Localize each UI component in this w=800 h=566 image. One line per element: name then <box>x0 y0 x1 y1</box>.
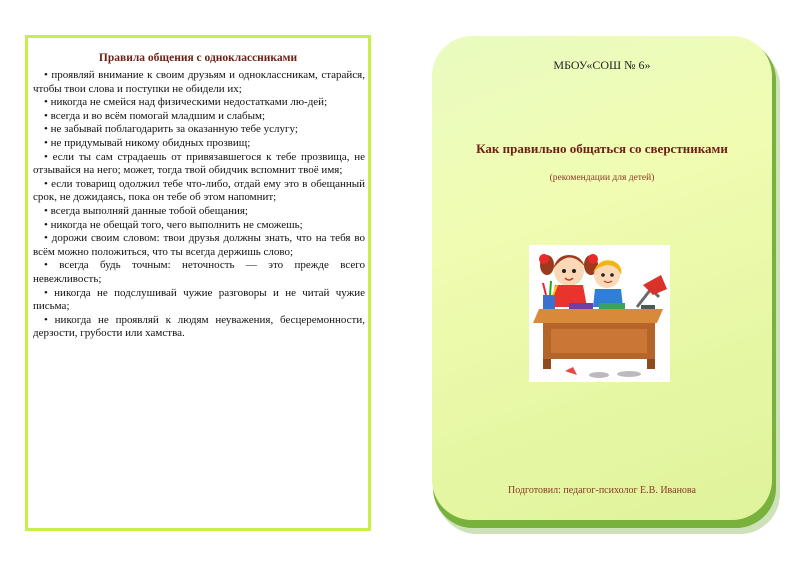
bullet-icon: • <box>44 96 51 109</box>
rule-item <box>33 232 365 259</box>
bullet-icon: • <box>44 136 51 149</box>
bullet-icon: • <box>44 218 51 231</box>
rule-text: никогда не подслушивай чужие разговоры и не читай чужие письма; <box>33 286 365 313</box>
rule-item <box>33 96 365 110</box>
bullet-icon: • <box>44 109 51 122</box>
bullet-icon: • <box>44 150 53 163</box>
rule-text: никогда не проявляй к людям неуважения, бесцеремонности, дерзости, грубости или хамства. <box>33 313 365 340</box>
rules-list <box>33 69 365 341</box>
illustration-svg <box>529 245 670 382</box>
bullet-icon: • <box>44 69 52 81</box>
rule-text: никогда не смейся над физическими недостатками лю-дей; <box>50 96 328 109</box>
rule-item <box>33 137 365 151</box>
children-at-desk-illustration <box>529 245 670 382</box>
cover-title: Как правильно общаться со сверстниками <box>476 141 728 156</box>
rule-text: не придумывай никому обидных прозвищ; <box>50 136 251 149</box>
rule-item <box>33 123 365 137</box>
rule-text: если товарищ одолжил тебе что-либо, отдай ему это в обещанный срок, не дожидаясь, пока он тебе об этом напомнит; <box>33 177 365 204</box>
rule-text: всегда и во всём помогай младшим и слабым; <box>50 109 266 122</box>
rule-text: дорожи своим словом: твои друзья должны знать, что на тебя во всём можно положиться, что ты всегда держишь слово; <box>33 232 365 258</box>
rule-text: никогда не обещай того, чего выполнить не сможешь; <box>50 218 303 231</box>
rule-text: если ты сам страдаешь от привязавшегося к тебе прозвища, не отзывайся на него; может, тогда твой обидчик вспомнит твоё имя; <box>33 150 365 177</box>
bullet-icon: • <box>44 286 55 299</box>
rule-item <box>33 69 365 96</box>
rule-item <box>33 205 365 219</box>
prepared-by: Подготовил: педагог-психолог Е.В. Иванова <box>508 485 696 496</box>
rule-item <box>33 219 365 233</box>
rule-text: не забывай поблагодарить за оказанную тебе услугу; <box>50 123 298 136</box>
rule-item <box>33 314 365 341</box>
bullet-icon: • <box>44 259 60 272</box>
rule-text: всегда выполняй данные тобой обещания; <box>50 204 248 217</box>
rule-item <box>33 151 365 178</box>
bullet-icon: • <box>44 232 52 245</box>
rule-text: проявляй внимание к своим друзьям и одноклассникам, старайся, чтобы твои слова и поступки не обидели их; <box>33 69 365 95</box>
school-name: МБОУ«СОШ № 6» <box>553 58 651 72</box>
rule-item <box>33 287 365 314</box>
rules-title: Правила общения с одноклассниками <box>98 52 298 64</box>
rules-panel <box>25 35 371 531</box>
cover-subtitle: (рекомендации для детей) <box>549 173 655 183</box>
bullet-icon: • <box>44 313 55 326</box>
rule-item <box>33 259 365 286</box>
booklet-cover <box>432 36 772 520</box>
bullet-icon: • <box>44 204 51 217</box>
bullet-icon: • <box>44 123 51 136</box>
bullet-icon: • <box>44 177 52 190</box>
rule-item <box>33 178 365 205</box>
rule-item <box>33 110 365 124</box>
rule-text: всегда будь точным: неточность — это прежде всего невежливость; <box>33 259 365 285</box>
